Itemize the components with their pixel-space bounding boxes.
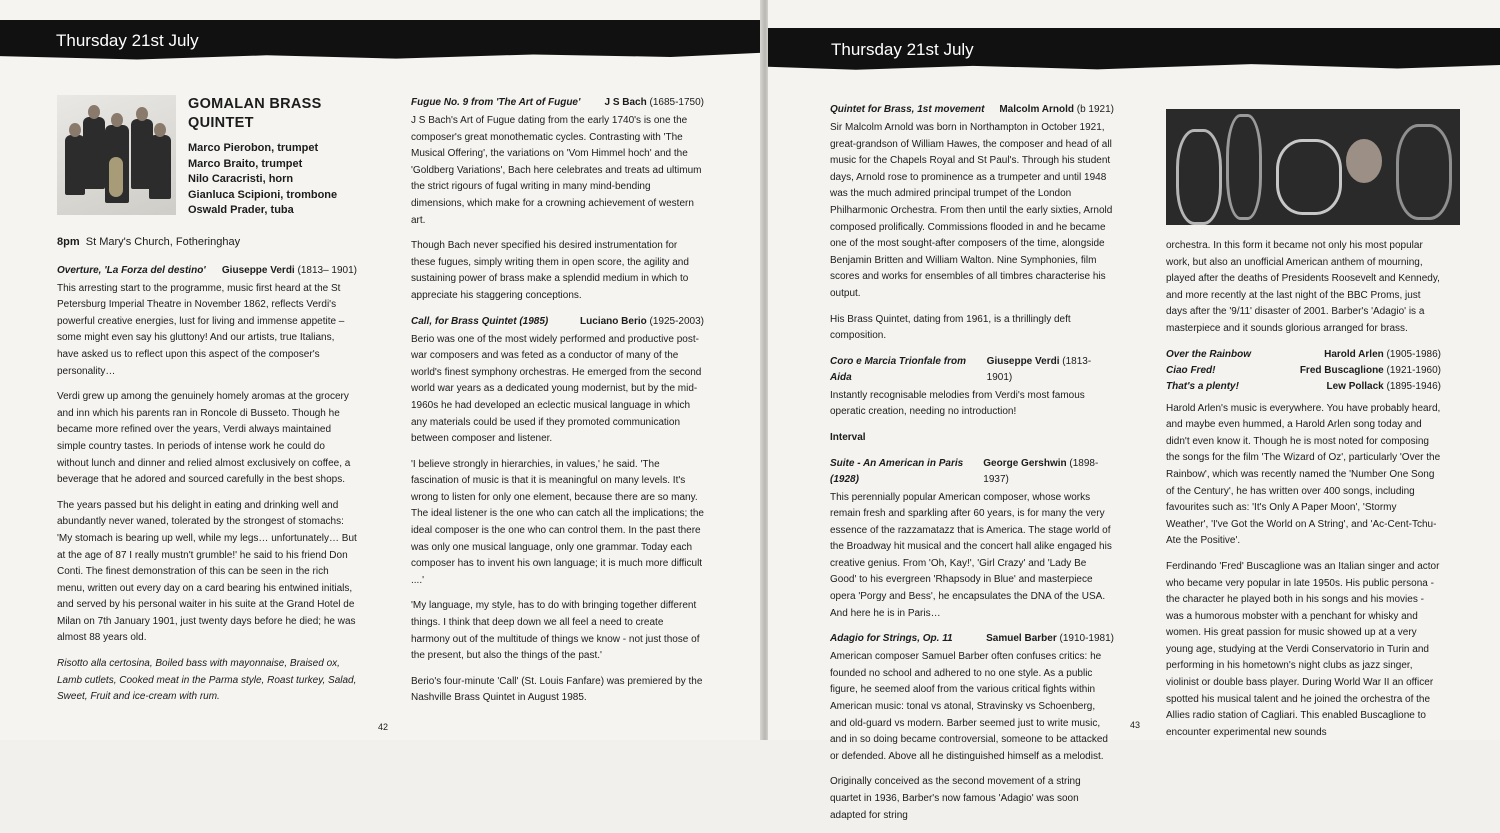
quintet-photo [57,95,176,215]
paragraph: The years passed but his delight in eating and drinking well and abundantly never waned, tolerated by the strongest of stomachs: 'My stomach is bearing up well, while my legs… unfortunately… But at the age of 87 I really mustn't grumble!' he said to his friend Don Conti. The finest demonstration of this can be seen in the rich menu, written out every day on a card bearing his entwined initials, and served by his personal waiter in his suite at the Grand Hotel de Milan on 7th January 1901, just twenty days before he died; he was almost 88 years old. [57,499,357,644]
header-date: Thursday 21st July [56,31,199,50]
programme-heading: Coro e Marcia Trionfale from Aida Giuseppe Verdi (1813-1901) [830,355,1092,383]
page-42 [0,0,762,740]
member: Marco Braito, trumpet [188,157,303,170]
programme-heading: Call, for Brass Quintet (1985) Luciano Berio (1925-2003) [411,315,704,327]
programme-heading: Adagio for Strings, Op. 11 Samuel Barber (1910-1981) [830,633,1114,645]
right-column-2 [1166,238,1441,750]
band-name: GOMALAN BRASS QUINTET [188,96,322,131]
interval-label: Interval [830,431,866,443]
paragraph: orchestra. In this form it became not only his most popular work, but also an unofficial American anthem of mourning, played after the deaths of Presidents Roosevelt and Kennedy, and more recently at the last night of the BBC Proms, just days after the '9/11' disaster of 2001. Barber's 'Adagio' is a masterpiece and it sounds glorious arranged for brass. [1166,240,1440,334]
member: Nilo Caracristi, horn [188,173,294,185]
paragraph: Harold Arlen's music is everywhere. You have probably heard, and maybe even hummed, a Harold Arlen song today and didn't even know it. Though he is most noted for composing the songs for the film 'The Wizard of Oz', particularly 'Over the Rainbow', which was recently named the 'Number One Song of the Century', he has written over 400 songs, including favourites such as: 'It's Only A Paper Moon', 'Stormy Weather', 'I've Got the World on A String', and 'Ac-Cent-Tchu-Ate the Positive'. [1166,402,1441,547]
page-number: 42 [378,722,389,732]
programme-heading: Overture, 'La Forza del destino' Giuseppe Verdi (1813– 1901) [57,264,357,276]
paragraph: Berio was one of the most widely performed and productive post-war composers and was feted as a conductor of many of the world's finest symphony orchestras. He emerged from the second world war years as a dedicated young modernist, but by the mid-1960s he had developed an eclectic musical language in which any materials could be used if they promoted communication between composer and listener. [411,333,702,445]
paragraph: Sir Malcolm Arnold was born in Northampton in October 1921, great-grandson of William Hawes, the composer and head of all music for the Chapels Royal and St Paul's. Through his student days, Arnold rose to prominence as a trumpeter and until 1948 was the much admired principal trumpet of the London Philharmonic Orchestra. From then until the early sixties, Arnold composed prolifically. Commissions flooded in and he became one of the most sought-after composers of the time, alongside Benjamin Britten and William Walton. Nine Symphonies, film scores and works for ensembles of all timbres characterise his output. [830,122,1113,299]
member: Gianluca Scipioni, trombone [188,188,338,201]
venue-line: 8pm St Mary's Church, Fotheringhay [57,236,241,248]
paragraph: This perennially popular American composer, whose works remain fresh and sparkling after 60 years, is for many the very essence of the razzamatazz that is America. The stage world of the Broadway hit musical and the concert hall alike engaged his creative genius. From 'Oh, Kay!', 'Girl Crazy' and 'Lady Be Good' to his evergreen 'Rhapsody in Blue' and masterpiece opera 'Porgy and Bess', he encapsulates the DNA of the USA. And here he is in Paris… [830,491,1112,619]
menu-text: Risotto alla certosina, Boiled bass with mayonnaise, Braised ox, Lamb cutlets, Cooked meat in the Parma style, Roast turkey, Salad, Sweet, Fruit and ice-cream with rum. [57,658,357,703]
page-43 [768,0,1500,821]
left-column-2 [411,95,704,716]
right-column-1 [830,102,1114,833]
programme-heading: Over the Rainbow Harold Arlen (1905-1986) [1166,348,1441,360]
programme-heading: Ciao Fred! Fred Buscaglione (1921-1960) [1166,364,1441,376]
paragraph: His Brass Quintet, dating from 1961, is a thrillingly deft composition. [830,313,1071,342]
left-column-1 [57,234,357,715]
paragraph: This arresting start to the programme, music first heard at the St Petersburg Imperial Theatre in November 1862, reflects Verdi's powerful creative energies, lust for living and immense appetite – some might even say his gluttony! And our artists, true Italians, have asked us to reflect upon this aspect of the composer's personality… [57,282,345,377]
paragraph: Verdi grew up among the genuinely homely aromas at the grocery and inn which his parents ran in Roncole di Busseto. Though he became more refined over the years, Verdi always maintained simple country tastes. In periods of intense work he could do without lunch and dinner and relied almost exclusively on coffee, a beverage that he adored and sourced carefully in the best shops. [57,391,351,486]
programme-heading: Quintet for Brass, 1st movement Malcolm Arnold (b 1921) [830,104,1114,115]
member: Marco Pierobon, trumpet [188,142,319,154]
paragraph: Instantly recognisable melodies from Verdi's most famous operatic creation, needing no introduction! [830,389,1085,418]
paragraph: Originally conceived as the second movement of a string quartet in 1936, Barber's now famous 'Adagio' was soon adapted for string [830,776,1081,821]
page-number: 43 [1130,720,1141,730]
paragraph: 'My language, my style, has to do with bringing together different things. I think that deep down we all feel a need to create harmony out of the multitude of things we know - not just those of the present, but also the things of the past.' [411,600,700,662]
member-list [188,141,388,219]
paragraph: Berio's four-minute 'Call' (St. Louis Fanfare) was premiered by the Nashville Brass Quintet in August 1985. [411,675,703,704]
paragraph: 'I believe strongly in hierarchies, in values,' he said. 'The fascination of music is that it is meaningful on many levels. It's wrong to listen for only one element, because there are so many. The ideal listener is the one who can catch all the implications; the ideal composer is the one who can control them. In the past there was only one musical language, only one grammar. Today each composer has to invent his own language; it is much more difficult ....' [411,458,704,586]
member: Oswald Prader, tuba [188,204,294,216]
programme-heading: That's a plenty! Lew Pollack (1895-1946) [1166,380,1441,392]
band-block [188,95,388,219]
header-date: Thursday 21st July [831,40,974,59]
instruments-photo [1166,109,1460,225]
paragraph: Ferdinando 'Fred' Buscaglione was an Italian singer and actor who became very popular in late 1950s. His public persona - the character he played both in his songs and his movies - was a humorous mobster with a penchant for whisky and women. His great passion for music showed up at a very young age, studying at the Verdi Conservatorio in Turin and performing in his hometown's night clubs as jazz singer, violinist or double bass player. During World War II an officer spotted his musical talent and he joined the orchestra of the Allies radio station of Cagliari. This enabled Buscaglione to encounter experimental new sounds [1166,560,1440,738]
programme-heading: Suite - An American in Paris (1928) George Gershwin (1898-1937) [830,457,1099,485]
paragraph: American composer Samuel Barber often confuses critics: he founded no school and adhered to no one style. As a public figure, he seemed aloof from the various critical fights within American music: tonal vs atonal, Stravinsky vs Schoenberg, and old-guard vs modern. Barber seemed just to write music, and in so doing became controversial, someone to be attacked or defended. Above all he distinguished himself as a melodist. [830,651,1108,762]
paragraph: J S Bach's Art of Fugue dating from the early 1740's is one the composer's great monothematic cycles. Contrasting with 'The Musical Offering', the variations on 'Vom Himmel hoch' and the 'Goldberg Variations', Bach here celebrates and treats ad ultimum the strict rigours of fugal writing in many mind-bending dimensions, which make for a crowning achievement of western art. [411,115,702,226]
paragraph: Though Bach never specified his desired instrumentation for these fugues, simply writing them in open score, the agility and sustaining power of brass make a splendid medium in which to appreciate his staggering conceptions. [411,240,689,301]
programme-heading: Fugue No. 9 from 'The Art of Fugue' J S Bach (1685-1750) [411,97,704,108]
